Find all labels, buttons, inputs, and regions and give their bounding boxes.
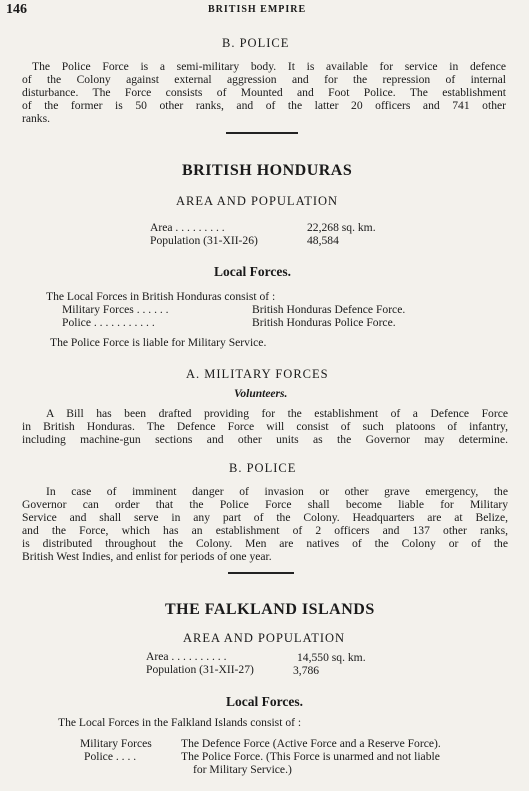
paragraph-line: A Bill has been drafted providing for the establishment of a Defence Force bbox=[46, 407, 508, 420]
colony-title: BRITISH HONDURAS bbox=[182, 162, 353, 179]
paragraph-line: Service and shall serve in any part of the Colony. Headquarters are at Belize, bbox=[22, 511, 508, 524]
area-label: Area . . . . . . . . . . bbox=[146, 650, 227, 663]
area-value: 22,268 sq. km. bbox=[307, 221, 376, 234]
section-divider bbox=[226, 132, 298, 134]
section-heading-police: B. POLICE bbox=[229, 461, 297, 475]
paragraph-line: In case of imminent danger of invasion or other grave emergency, the bbox=[46, 485, 508, 498]
paragraph-line: of the former is 50 other ranks, and of the latter 20 officers and 741 other bbox=[22, 99, 506, 112]
paragraph-line: is distributed throughout the Colony. Men are natives of the Colony or of the bbox=[22, 537, 508, 550]
paragraph-line: The Police Force is a semi-military body. It is available for service in defence bbox=[32, 60, 506, 73]
local-forces-heading: Local Forces. bbox=[214, 264, 291, 279]
liability-note: The Police Force is liable for Military Service. bbox=[50, 336, 267, 349]
population-value: 48,584 bbox=[307, 234, 339, 247]
section-heading-police: B. POLICE bbox=[222, 36, 290, 50]
paragraph-line: in British Honduras. The Defence Force will consist of such platoons of infantry, bbox=[22, 420, 508, 433]
volunteers-heading: Volunteers. bbox=[234, 388, 288, 400]
forces-value: The Defence Force (Active Force and a Reserve Force). bbox=[181, 737, 441, 750]
subtitle: AREA AND POPULATION bbox=[176, 194, 339, 208]
population-value: 3,786 bbox=[293, 664, 320, 677]
population-label: Population (31-XII-27) bbox=[146, 663, 254, 676]
paragraph-line: including machine-gun sections and other units as the Governor may determine. bbox=[22, 433, 508, 446]
forces-label: Police . . . . bbox=[84, 750, 137, 763]
forces-label: Police . . . . . . . . . . . bbox=[62, 316, 155, 329]
local-forces-heading: Local Forces. bbox=[226, 694, 303, 709]
forces-value: The Police Force. (This Force is unarmed and not liable bbox=[181, 750, 440, 763]
section-divider bbox=[228, 572, 294, 574]
area-value: 14,550 sq. km. bbox=[297, 651, 366, 664]
forces-value: for Military Service.) bbox=[193, 763, 292, 776]
running-title: BRITISH EMPIRE bbox=[208, 4, 307, 15]
forces-value: British Honduras Police Force. bbox=[252, 316, 396, 329]
colony-title: THE FALKLAND ISLANDS bbox=[165, 601, 375, 618]
population-label: Population (31-XII-26) bbox=[150, 234, 258, 247]
paragraph-line: ranks. bbox=[22, 112, 51, 125]
section-heading-military: A. MILITARY FORCES bbox=[186, 367, 329, 381]
forces-label: Military Forces . . . . . . bbox=[62, 303, 169, 316]
area-label: Area . . . . . . . . . bbox=[150, 221, 225, 234]
paragraph-line: disturbance. The Force consists of Mounted and Foot Police. The establishment bbox=[22, 86, 506, 99]
paragraph-line: of the Colony against external aggression and for the repression of internal bbox=[22, 73, 506, 86]
forces-label: Military Forces bbox=[80, 737, 152, 750]
subtitle: AREA AND POPULATION bbox=[183, 631, 346, 645]
paragraph-line: Governor can order that the Police Force shall become liable for Military bbox=[22, 498, 508, 511]
forces-intro: The Local Forces in the Falkland Islands consist of : bbox=[58, 716, 302, 729]
page-number: 146 bbox=[6, 2, 27, 17]
paragraph-line: and the Force, which has an establishment of 2 officers and 137 other ranks, bbox=[22, 524, 508, 537]
paragraph-line: British West Indies, and enlist for periods of one year. bbox=[22, 550, 272, 563]
forces-intro: The Local Forces in British Honduras consist of : bbox=[46, 290, 276, 303]
forces-value: British Honduras Defence Force. bbox=[252, 303, 406, 316]
